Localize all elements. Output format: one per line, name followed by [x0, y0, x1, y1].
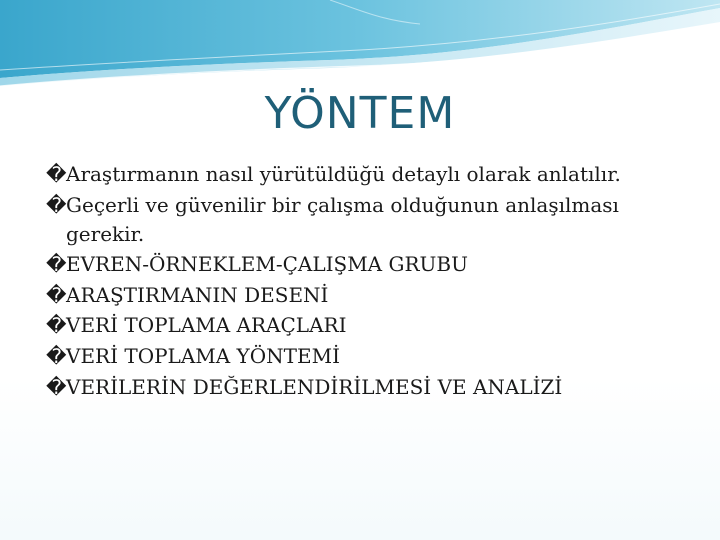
bullet-glyph-icon: �: [46, 252, 67, 277]
bullet-text: EVREN-ÖRNEKLEM-ÇALIŞMA GRUBU: [66, 252, 468, 277]
bullet-item: [46, 191, 696, 249]
bullet-glyph-icon: �: [46, 282, 67, 307]
bullet-text: VERİ TOPLAMA YÖNTEMİ: [66, 343, 340, 368]
bullet-text: ARAŞTIRMANIN DESENİ: [66, 282, 329, 307]
bullet-glyph-icon: �: [46, 343, 67, 368]
bullet-text: VERİLERİN DEĞERLENDİRİLMESİ VE ANALİZİ: [66, 374, 563, 399]
header-wave-decoration: [0, 0, 720, 90]
bullet-text: VERİ TOPLAMA ARAÇLARI: [66, 313, 347, 338]
bullet-glyph-icon: �: [46, 313, 67, 338]
bullet-glyph-icon: �: [46, 192, 67, 217]
bullet-list: [46, 160, 696, 403]
bullet-glyph-icon: �: [46, 162, 67, 186]
bullet-text: Araştırmanın nasıl yürütüldüğü detaylı olarak anlatılır.: [66, 162, 621, 186]
slide-title: YÖNTEM: [264, 88, 456, 139]
bullet-item: [46, 342, 696, 371]
bullet-item: [46, 281, 696, 310]
bullet-item: [46, 250, 696, 279]
bullet-text: Geçerli ve güvenilir bir çalışma olduğunun anlaşılması gerekir.: [66, 192, 619, 246]
bullet-item: [46, 373, 696, 402]
bullet-item: [46, 311, 696, 340]
bullet-item: [46, 160, 696, 189]
bullet-glyph-icon: �: [46, 374, 67, 399]
